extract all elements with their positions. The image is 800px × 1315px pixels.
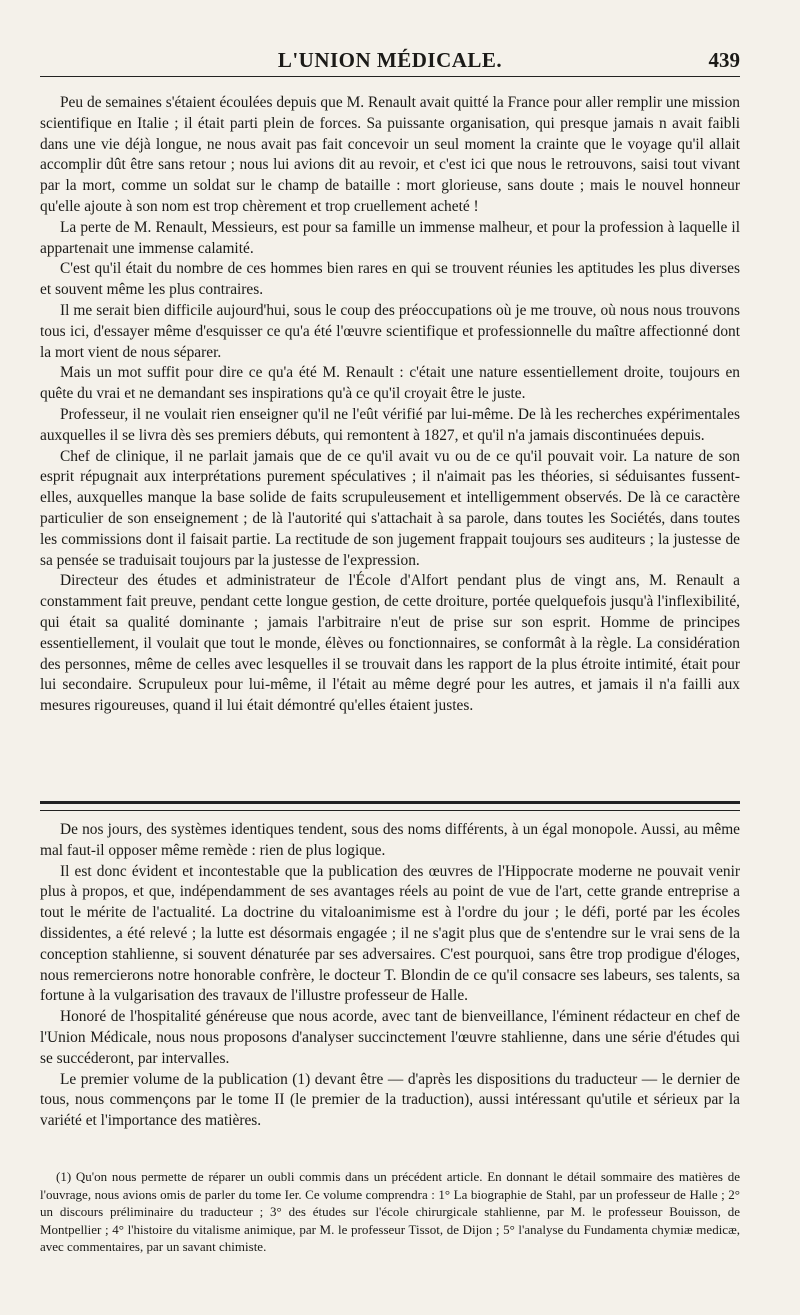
footnote-text: (1) Qu'on nous permette de réparer un oubli commis dans un précédent article. En donnant le détail sommaire des matières de l'ouvrage, nous avions omis de parler du tome Ier. Ce volume comprendra : 1° La biographie de Stahl, par un professeur de Halle ; 2° un discours préliminaire du traducteur ; 3° des études sur l'école chirurgicale stahlienne, par M. le professeur Bouisson, de Montpellier ; 4° l'histoire du vitalisme animique, par M. le professeur Tissot, de Dijon ; 5° l'analyse du Fundamenta chymiæ medicæ, avec commentaires, par un savant chimiste.	[40, 1169, 740, 1255]
section-separator-rule	[40, 801, 740, 811]
paragraph: La perte de M. Renault, Messieurs, est pour sa famille un immense malheur, et pour la profession à laquelle il appartenait une immense calamité.	[40, 218, 740, 257]
paragraph: Le premier volume de la publication (1) devant être — d'après les dispositions du traducteur — le dernier de tous, nous commençons par le tome II (le premier de la traduction), aussi intéressant qu'utile et sérieux par la variété et l'importance des matières.	[40, 1070, 740, 1130]
paragraph: Il est donc évident et incontestable que la publication des œuvres de l'Hippocrate moderne ne pouvait venir plus à propos, et que, indépendamment de ses avantages réels au point de vue de l'art, cette grande entreprise a tout le mérite de l'actualité. La doctrine du vitaloanimisme est à l'ordre du jour ; le défi, porté par les écoles dissidentes, a été relevé ; la lutte est désormais engagée ; il ne s'agit plus que de s'entendre sur le vrai sens de la conception stahlienne, si souvent dénaturée par ses adversaires. C'est pourquoi, sans être trop prodigue d'éloges, nous remercierons notre honorable confrère, le docteur T. Blondin de ce qu'il consacre ses labeurs, ses talents, sa fortune à la vulgarisation des travaux de l'illustre professeur de Halle.	[40, 862, 740, 1005]
running-header	[40, 48, 740, 77]
paragraph: Directeur des études et administrateur de l'École d'Alfort pendant plus de vingt ans, M. Renault a constamment fait preuve, pendant cette longue gestion, de cette droiture, portée quelquefois jusqu'à l'inflexibilité, qui était sa qualité dominante ; jamais l'arbitraire n'eut de prise sur son esprit. Homme de principes essentiellement, il voulait que tout le monde, élèves ou fonctionnaires, se conformât à la règle. La considération des personnes, même de celles avec lesquelles il se trouvait dans les rapport de la plus étroite intimité, était pour lui secondaire. Scrupuleux pour lui-même, il l'était au même degré pour les autres, et jamais il n'a failli aux mesures rigoureuses, quand il lui était démontré qu'elles étaient justes.	[40, 572, 740, 715]
footnote	[40, 1168, 740, 1256]
paragraph: Chef de clinique, il ne parlait jamais que de ce qu'il avait vu ou de ce qu'il pouvait voir. La nature de son esprit répugnait aux interprétations purement spéculatives ; il n'aimait pas les théories, si séduisantes fussent-elles, auxquelles manque la base solide de faits scrupuleusement et intelligemment observés. De là ce caractère particulier de son enseignement ; de là l'autorité qui s'attachait à sa parole, dans toutes les Sociétés, dans toutes les commissions dont il faisait partie. La rectitude de son jugement frappait toujours ses auditeurs ; la justesse de sa pensée se traduisait toujours par la justesse de l'expression.	[40, 447, 740, 569]
paragraph: De nos jours, des systèmes identiques tendent, sous des noms différents, à un égal monopole. Aussi, au même mal faut-il opposer même remède : rien de plus logique.	[40, 821, 740, 859]
article-body-bottom	[40, 820, 740, 1132]
paragraph: Professeur, il ne voulait rien enseigner qu'il ne l'eût vérifié par lui-même. De là les recherches expérimentales auxquelles il se livra dès ses premiers débuts, qui remontent à 1827, et qu'il n'a jamais discontinuées depuis.	[40, 405, 740, 444]
article-body-top	[40, 93, 740, 717]
paragraph: C'est qu'il était du nombre de ces hommes bien rares en qui se trouvent réunies les aptitudes les plus diverses et souvent même les plus contraires.	[40, 260, 740, 299]
paragraph: Il me serait bien difficile aujourd'hui, sous le coup des préoccupations où je me trouve, où nous nous trouvons tous ici, d'essayer même d'esquisser ce qu'a été l'œuvre scientifique et professionnelle du maître affectionné dont la mort vient de nous séparer.	[40, 301, 740, 361]
journal-title: L'UNION MÉDICALE.	[277, 48, 503, 72]
page-number: 439	[708, 48, 740, 72]
paragraph: Honoré de l'hospitalité généreuse que nous acorde, avec tant de bienveillance, l'éminent rédacteur en chef de l'Union Médicale, nous nous proposons d'analyser succinctement l'œuvre stahlienne, dans une série d'études qui se succéderont, par intervalles.	[40, 1008, 740, 1067]
paragraph: Mais un mot suffit pour dire ce qu'a été M. Renault : c'était une nature essentiellement droite, toujours en quête du vrai et ne demandant ses inspirations qu'à ce qu'il croyait être le juste.	[40, 364, 740, 403]
paragraph: Peu de semaines s'étaient écoulées depuis que M. Renault avait quitté la France pour aller remplir une mission scientifique en Italie ; il était parti plein de forces. Sa puissante organisation, qui presque jamais n avait faibli dans une vie déjà longue, ne nous avait pas fait concevoir un seul moment la crainte que le voyage qu'il allait accomplir dût être sans retour ; nous lui avions dit au revoir, et c'est ici que nous le retrouvons, saisi tout vivant par la mort, comme un soldat sur le champ de bataille : mort glorieuse, sans doute ; mais le nouvel honneur qu'elle ajoute à son nom est trop chèrement et trop cruellement acheté !	[40, 94, 740, 215]
